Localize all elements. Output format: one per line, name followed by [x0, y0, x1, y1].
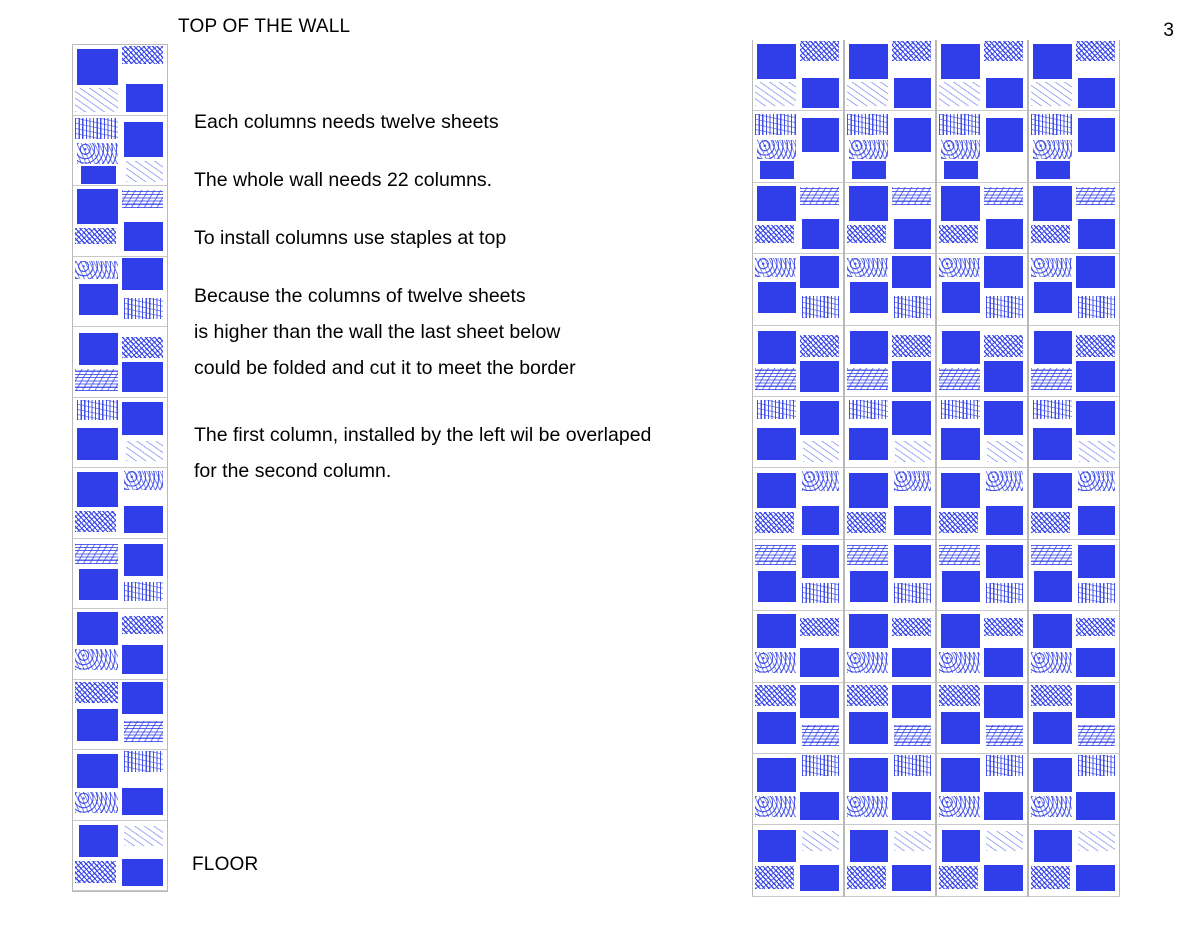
sheet	[937, 183, 1027, 254]
sheet	[1029, 397, 1119, 468]
sheet	[845, 683, 935, 754]
sheet	[1029, 111, 1119, 182]
sheet	[845, 611, 935, 682]
sheet	[845, 183, 935, 254]
sheet	[845, 468, 935, 539]
wall-column	[752, 40, 844, 897]
wall-preview-grid	[752, 40, 1120, 897]
sheet	[753, 468, 843, 539]
sheet	[73, 539, 167, 610]
sheet	[845, 540, 935, 611]
sheet	[937, 254, 1027, 325]
instruction-line: Each columns needs twelve sheets	[194, 111, 499, 133]
sheet	[753, 611, 843, 682]
instruction-paragraph	[194, 104, 714, 140]
sheet	[753, 111, 843, 182]
sheet	[753, 254, 843, 325]
instruction-line: To install columns use staples at top	[194, 227, 507, 249]
sheet	[937, 326, 1027, 397]
sheet	[73, 257, 167, 328]
sheet	[937, 683, 1027, 754]
instruction-paragraph	[194, 162, 714, 198]
sheet	[1029, 825, 1119, 896]
sheet	[845, 254, 935, 325]
sheet	[73, 680, 167, 751]
sheet	[1029, 40, 1119, 111]
sheet	[73, 116, 167, 187]
sheet	[73, 750, 167, 821]
sheet	[1029, 326, 1119, 397]
sheet	[1029, 254, 1119, 325]
wall-column	[1028, 40, 1120, 897]
sheet	[1029, 754, 1119, 825]
sheet	[753, 683, 843, 754]
sheet	[1029, 468, 1119, 539]
instruction-line: for the second column.	[194, 460, 392, 482]
wall-column	[936, 40, 1028, 897]
floor-label: FLOOR	[192, 854, 259, 875]
instruction-line: could be folded and cut it to meet the border	[194, 357, 576, 379]
sheet	[937, 540, 1027, 611]
sheet	[1029, 611, 1119, 682]
instruction-line: is higher than the wall the last sheet below	[194, 321, 561, 343]
sheet	[1029, 683, 1119, 754]
sheet	[845, 326, 935, 397]
sheet	[753, 540, 843, 611]
sheet	[845, 397, 935, 468]
wall-column	[844, 40, 936, 897]
sheet	[937, 754, 1027, 825]
sheet	[73, 398, 167, 469]
sheet	[753, 397, 843, 468]
instruction-line: Because the columns of twelve sheets	[194, 285, 526, 307]
sheet	[73, 468, 167, 539]
sheet	[753, 754, 843, 825]
sheet	[937, 825, 1027, 896]
instruction-paragraph	[194, 220, 714, 256]
sheet	[73, 821, 167, 892]
sheet	[753, 326, 843, 397]
sheet	[937, 468, 1027, 539]
sheet	[73, 186, 167, 257]
sheet	[73, 45, 167, 116]
sheet	[73, 327, 167, 398]
instruction-paragraph	[194, 278, 714, 386]
sheet	[845, 111, 935, 182]
sheet	[753, 40, 843, 111]
sheet	[937, 397, 1027, 468]
sheet	[845, 40, 935, 111]
sheet	[1029, 183, 1119, 254]
sheet	[753, 825, 843, 896]
instruction-line: The first column, installed by the left wil be overlaped	[194, 424, 652, 446]
instructions-text	[194, 104, 714, 489]
sheet	[937, 611, 1027, 682]
instruction-paragraph	[194, 417, 714, 489]
sheet	[937, 40, 1027, 111]
sheet	[845, 754, 935, 825]
sheet	[1029, 540, 1119, 611]
sheet	[937, 111, 1027, 182]
page-number: 3	[1163, 20, 1174, 41]
top-of-wall-label: TOP OF THE WALL	[178, 16, 351, 37]
single-column-of-sheets	[72, 44, 168, 892]
sheet	[73, 609, 167, 680]
sheet	[845, 825, 935, 896]
instruction-line: The whole wall needs 22 columns.	[194, 169, 493, 191]
sheet	[753, 183, 843, 254]
